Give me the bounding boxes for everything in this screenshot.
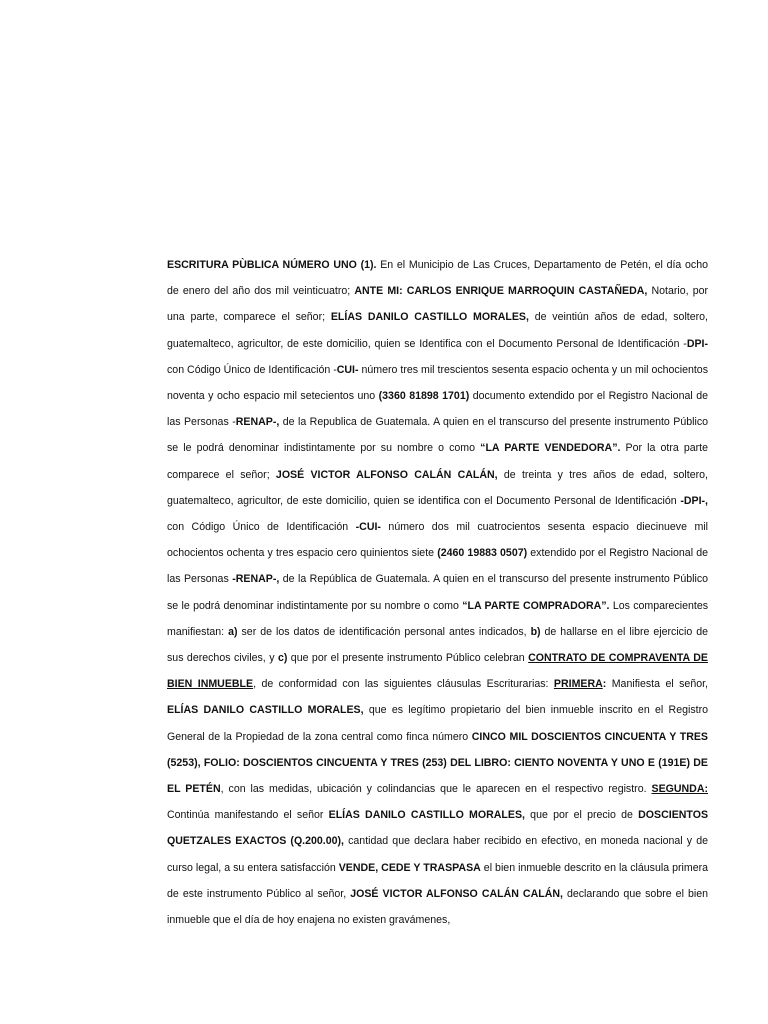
text-segment: que por el precio de [524,809,639,822]
text-segment: con Código Único de Identificación [167,521,356,534]
text-segment-underlined: CONTRATO DE COMPRAVENTA DE BIEN INMUEBLE [167,652,708,691]
text-segment: de la República de Guatemala. A quien en el transcurso del presente instrumento Público se le podrá denominar indistintamente por su nombre o como [167,573,709,612]
text-segment-underlined: SEGUNDA: [651,783,709,796]
text-segment: En el Municipio de Las Cruces, Departamento de Petén, el día ocho de enero del año dos mil veinticuatro; [167,259,709,298]
text-segment: Manifiesta el señor, [606,678,708,691]
text-segment-bold: VENDE, CEDE Y TRASPASA [338,861,481,874]
text-segment: número tres mil trescientos sesenta espacio ochenta y un mil ochocientos noventa y ocho espacio mil setecientos uno [167,363,708,403]
text-segment-bold: JOSÉ VICTOR ALFONSO CALÁN CALÁN, [350,887,563,900]
text-segment-bold: ANTE MI: CARLOS ENRIQUE MARROQUIN CASTAÑEDA, [354,285,648,298]
text-segment: de veintiún años de edad, soltero, guatemalteco, agricultor, de este domicilio, quien se Identifica con el Documento Personal de Identificación - [167,311,709,350]
text-segment: extendido por el Registro Nacional de las Personas [167,547,708,586]
text-segment-bold: -RENAP-, [232,573,280,586]
text-segment: el bien inmueble descrito en la cláusula primera de este instrumento Público al señor, [167,861,709,900]
text-segment-bold [554,678,603,690]
text-segment-bold: -DPI-, [680,494,708,507]
text-segment-bold: a) [228,625,238,638]
text-segment-bold: JOSÉ VICTOR ALFONSO CALÁN CALÁN, [275,468,498,481]
text-segment-bold: c) [277,652,288,665]
deed-body-text [167,252,708,933]
text-segment-bold: “LA PARTE VENDEDORA”. [480,442,621,455]
text-segment-bold: (3360 81898 1701) [378,390,470,403]
text-segment: documento extendido por el Registro Nacional de las Personas - [167,390,708,429]
text-segment-bold [652,783,709,795]
text-segment: Continúa manifestando el señor [167,809,329,822]
text-segment-underlined: PRIMERA [553,678,603,691]
text-segment: Notario, por una parte, comparece el señor; [167,285,708,324]
text-segment-bold: b) [530,625,541,638]
text-segment: con Código Único de Identificación - [167,363,337,376]
text-segment: número dos mil cuatrocientos sesenta espacio diecinueve mil ochocientos ochenta y tres espacio cero quinientos siete [167,521,708,560]
text-segment: , con las medidas, ubicación y colindancias que le aparecen en el respectivo registro. [220,783,652,796]
text-segment-bold: CINCO MIL DOSCIENTOS CINCUENTA Y TRES (5253), FOLIO: DOSCIENTOS CINCUENTA Y TRES (253) DEL LIBRO: CIENTO NOVENTA Y UNO E (191E) DE EL PETÉN [167,730,708,796]
text-segment: que por el presente instrumento Público celebran [287,652,529,665]
text-segment-bold: ESCRITURA PÙBLICA NÚMERO UNO (1). [167,259,377,271]
text-segment: , de conformidad con las siguientes cláusulas Escriturarias: [253,678,554,691]
text-segment-bold: ELÍAS DANILO CASTILLO MORALES, [328,809,525,822]
text-segment: Por la otra parte comparece el señor; [167,442,708,481]
text-segment: Los comparecientes manifiestan: [167,599,709,638]
text-segment: de hallarse en el libre ejercicio de sus derechos civiles, y [167,625,708,665]
text-segment-bold: ELÍAS DANILO CASTILLO MORALES, [167,704,364,717]
text-segment: ser de los datos de identificación personal antes indicados, [237,625,531,638]
text-segment-bold: DOSCIENTOS QUETZALES EXACTOS (Q.200.00), [167,809,709,848]
text-segment-bold: : [602,678,607,691]
text-segment-bold: CUI- [336,363,359,376]
text-segment-bold: -CUI- [355,521,381,534]
text-segment-bold: (2460 19883 0507) [437,547,528,560]
text-segment: que es legítimo propietario del bien inmueble inscrito en el Registro General de la Propiedad de la zona central como finca número [167,704,708,743]
text-segment-bold: “LA PARTE COMPRADORA”. [462,599,610,612]
text-segment-bold: DPI- [686,337,708,350]
text-segment-bold: ELÍAS DANILO CASTILLO MORALES, [330,311,529,324]
text-segment-bold: RENAP-, [235,416,280,429]
text-segment: declarando que sobre el bien inmueble que el día de hoy enajena no existen gravámenes, [167,887,708,927]
text-segment: de la Republica de Guatemala. A quien en el transcurso del presente instrumento Público se le podrá denominar indistintamente por su nombre o como [167,416,709,455]
text-segment: cantidad que declara haber recibido en efectivo, en moneda nacional y de curso legal, a su entera satisfacción [167,835,708,874]
text-segment: de treinta y tres años de edad, soltero, guatemalteco, agricultor, de este domicilio, quien se identifica con el Documento Personal de Identificación [167,468,708,507]
